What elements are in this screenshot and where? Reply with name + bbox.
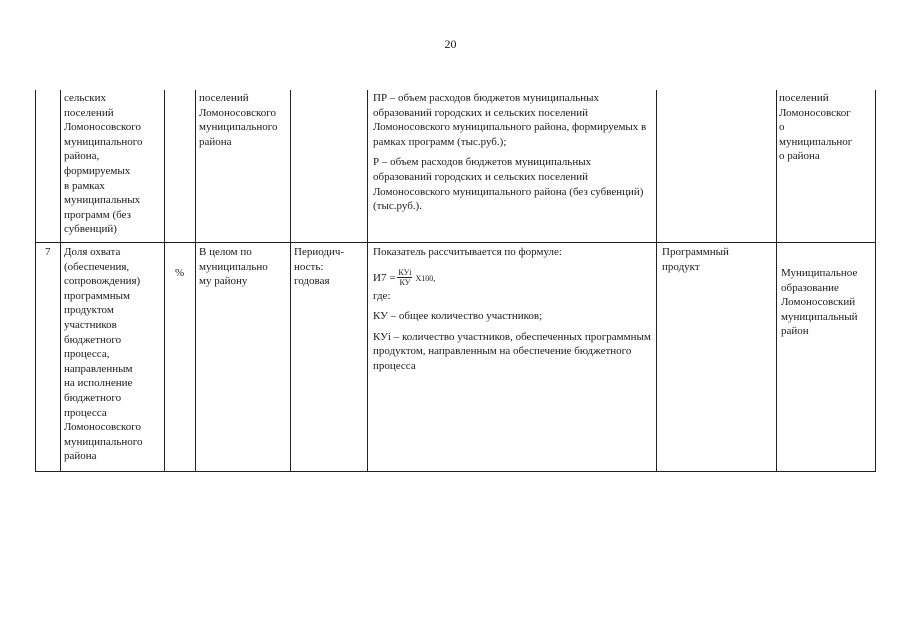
page-number: 20 xyxy=(444,37,457,51)
row7-method-where: где: xyxy=(373,290,391,302)
formula-lhs: И7 = xyxy=(373,271,396,284)
col-divider-7 xyxy=(776,90,777,472)
row7-formula xyxy=(373,268,435,287)
row7-method-kui: КУi – количество участников, обеспеченных программным продуктом, направленным на обеспечение бюджетного процесса xyxy=(373,330,651,372)
row7-indicator: Доля охвата (обеспечения, сопровождения) программным продуктом участников бюджетного процесса, направленным на исполнение бюджетного процесса Ломоносовского муниципального района xyxy=(64,246,143,463)
table-left-border xyxy=(35,90,36,472)
prev-row-method-pr: ПР – объем расходов бюджетов муниципальных образований городских и сельских поселений Ломоносовского муниципального района, формируемых в рамках программ (тыс.руб.); xyxy=(373,92,647,148)
formula-fraction xyxy=(397,268,412,287)
row7-method-intro: Показатель рассчитывается по формуле: xyxy=(373,246,562,258)
row7-number: 7 xyxy=(45,246,51,258)
row7-method-ku: КУ – общее количество участников; xyxy=(373,310,543,322)
table-divider-row7-top xyxy=(35,242,876,243)
row7-method-body xyxy=(373,309,651,379)
row7-responsible: Муниципальное образование Ломоносовский муниципальный район xyxy=(781,267,858,338)
formula-multiplier: Х100, xyxy=(415,273,436,283)
col-divider-6 xyxy=(656,90,657,472)
row7-level: В целом по муниципально му району xyxy=(199,246,268,288)
col-divider-3 xyxy=(195,90,196,472)
formula-denominator: КУ xyxy=(399,278,411,287)
prev-row-method xyxy=(373,91,651,220)
col-divider-5 xyxy=(367,90,368,472)
prev-row-indicator: сельских поселений Ломоносовского муниципального района, формируемых в рамках муниципальных программ (без субвенций) xyxy=(64,92,143,236)
row7-periodicity: Периодич- ность: годовая xyxy=(294,246,345,288)
col-divider-1 xyxy=(60,90,61,472)
prev-row-level: поселений Ломоносовского муниципального района xyxy=(199,92,278,148)
table-right-border xyxy=(875,90,876,472)
prev-row-method-r: Р – объем расходов бюджетов муниципальных образований городских и сельских поселений Ломоносовского муниципального района (без субвенций) (тыс.руб.). xyxy=(373,156,644,213)
table-bottom-border xyxy=(35,471,876,472)
col-divider-2 xyxy=(164,90,165,472)
prev-row-responsible: поселений Ломоносовског о муниципальног о района xyxy=(779,92,853,163)
row7-unit: % xyxy=(175,267,185,279)
formula-numerator: КУi xyxy=(398,268,412,277)
row7-source: Программный продукт xyxy=(662,246,729,273)
